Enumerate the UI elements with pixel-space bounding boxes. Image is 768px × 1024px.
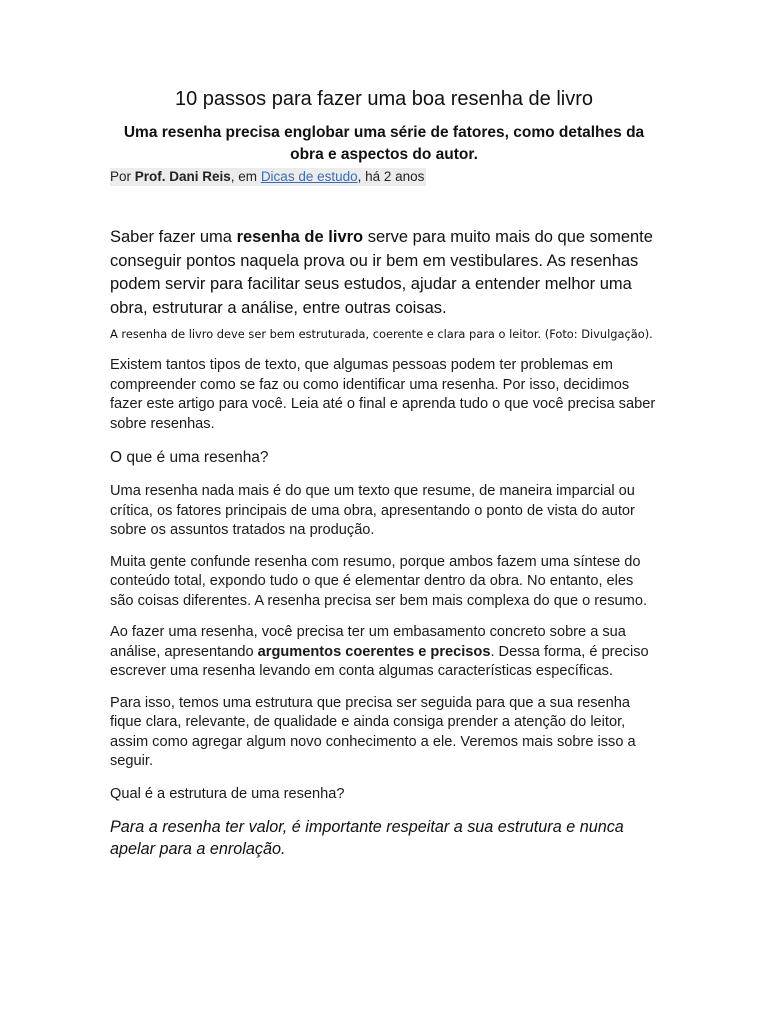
paragraph-2: Uma resenha nada mais é do que um texto que resume, de maneira imparcial ou crítica, os fatores principais de uma obra, apresentando o ponto de vista do autor sobre os assuntos tratados na produção. (110, 483, 635, 538)
pull-quote: Para a resenha ter valor, é importante respeitar a sua estrutura e nunca apelar para a enrolação. (110, 817, 624, 858)
paragraph-5: Para isso, temos uma estrutura que precisa ser seguida para que a sua resenha fique clara, relevante, de qualidade e ainda consiga prender a atenção do leitor, assim como agregar algum novo conhecimento a ele. Veremos mais sobre isso a seguir. (110, 694, 636, 769)
image-caption: A resenha de livro deve ser bem estruturada, coerente e clara para o leitor. (Foto: Divulgação). (110, 327, 653, 341)
section-heading-what-is: O que é uma resenha? (110, 449, 269, 466)
document-page (110, 86, 658, 861)
paragraph-4-part1: Ao fazer uma resenha, você precisa ter um embasamento concreto sobre a sua análise, apresentando (110, 624, 626, 660)
paragraph-4 (110, 623, 658, 682)
article-title: 10 passos para fazer uma boa resenha de livro (174, 88, 594, 110)
intro-paragraph (110, 226, 658, 320)
byline (110, 168, 426, 186)
byline-middle: , em (230, 169, 261, 184)
paragraph-1: Existem tantos tipos de texto, que algumas pessoas podem ter problemas em compreender como se faz ou como identificar uma resenha. Por isso, decidimos fazer este artigo para você. Leia até o final e aprenda tudo o que você precisa saber sobre resenhas. (110, 357, 656, 432)
intro-part2: serve para muito mais do que somente conseguir pontos naquela prova ou ir bem em vestibulares. As resenhas podem servir para facilitar seus estudos, ajudar a entender melhor uma obra, estruturar a análise, entre outras coisas. (110, 228, 653, 317)
byline-suffix: , há 2 anos (357, 169, 425, 184)
paragraph-4-bold: argumentos coerentes e precisos (257, 643, 491, 660)
byline-author: Prof. Dani Reis (134, 169, 231, 184)
paragraph-4-part2: . Dessa forma, é preciso escrever uma resenha levando em conta algumas características específicas. (110, 643, 649, 679)
category-link[interactable]: Dicas de estudo (260, 169, 358, 184)
paragraph-3: Muita gente confunde resenha com resumo, porque ambos fazem uma síntese do conteúdo total, expondo tudo o que é elementar dentro da obra. No entanto, eles são coisas diferentes. A resenha precisa ser bem mais complexa do que o resumo. (110, 553, 648, 609)
section-heading-structure: Qual é a estrutura de uma resenha? (110, 785, 345, 802)
intro-part1: Saber fazer uma (110, 228, 237, 246)
byline-prefix: Por (110, 169, 135, 184)
article-subtitle: Uma resenha precisa englobar uma série de fatores, como detalhes da obra e aspectos do autor. (123, 124, 645, 163)
intro-bold: resenha de livro (236, 228, 364, 246)
